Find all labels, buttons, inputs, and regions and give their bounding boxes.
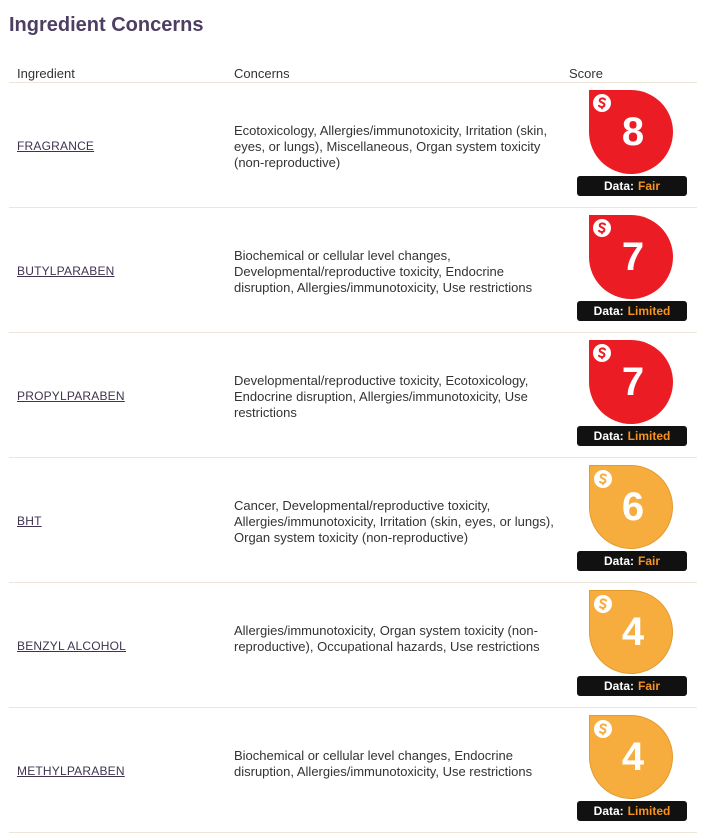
score-number: 7 bbox=[621, 234, 645, 279]
ingredient-link[interactable]: BENZYL ALCOHOL bbox=[17, 639, 127, 653]
score-number: 4 bbox=[621, 609, 645, 654]
score-widget[interactable] bbox=[577, 715, 687, 827]
data-availability-badge bbox=[577, 676, 687, 696]
score-badge bbox=[589, 340, 673, 424]
score-widget[interactable] bbox=[577, 90, 687, 202]
skin-deep-logo-icon bbox=[594, 470, 612, 488]
ingredient-link[interactable]: METHYLPARABEN bbox=[17, 764, 125, 778]
data-availability-value: Fair bbox=[638, 554, 661, 568]
ingredient-link[interactable]: BHT bbox=[17, 514, 42, 528]
data-availability-value: Fair bbox=[638, 179, 661, 193]
table-row bbox=[9, 207, 697, 332]
data-availability-badge bbox=[577, 426, 687, 446]
data-label: Data: bbox=[603, 179, 634, 193]
concerns-text: Cancer, Developmental/reproductive toxicity, Allergies/immunotoxicity, Irritation (skin, eyes, or lungs), Organ system toxicity (non-reproductive) bbox=[234, 498, 554, 545]
column-header-concerns: Concerns bbox=[234, 66, 290, 81]
ingredient-table bbox=[9, 82, 697, 833]
data-label: Data: bbox=[593, 429, 624, 443]
table-row bbox=[9, 707, 697, 833]
data-availability-value: Limited bbox=[627, 429, 671, 443]
data-availability-badge bbox=[577, 801, 687, 821]
ingredient-link[interactable]: PROPYLPARABEN bbox=[17, 389, 125, 403]
ingredient-link[interactable]: FRAGRANCE bbox=[17, 139, 95, 153]
data-availability-badge bbox=[577, 176, 687, 196]
concerns-text: Ecotoxicology, Allergies/immunotoxicity, Irritation (skin, eyes, or lungs), Miscellaneous, Organ system toxicity (non-reproductive) bbox=[234, 123, 548, 170]
skin-deep-logo-icon bbox=[593, 94, 611, 112]
ingredient-link[interactable]: BUTYLPARABEN bbox=[17, 264, 115, 278]
column-header-score: Score bbox=[569, 66, 603, 81]
score-number: 8 bbox=[621, 109, 645, 154]
score-widget[interactable] bbox=[577, 590, 687, 702]
data-label: Data: bbox=[603, 679, 634, 693]
score-badge bbox=[589, 590, 673, 674]
table-row bbox=[9, 457, 697, 582]
skin-deep-logo-icon bbox=[593, 219, 611, 237]
data-availability-badge bbox=[577, 301, 687, 321]
data-availability-value: Fair bbox=[638, 679, 661, 693]
score-badge bbox=[589, 90, 673, 174]
concerns-text: Biochemical or cellular level changes, Endocrine disruption, Allergies/immunotoxicity, Use restrictions bbox=[234, 748, 533, 779]
table-header bbox=[9, 66, 697, 82]
skin-deep-logo-icon bbox=[593, 344, 611, 362]
data-availability-badge bbox=[577, 551, 687, 571]
score-number: 6 bbox=[621, 484, 645, 529]
table-row bbox=[9, 82, 697, 207]
column-header-ingredient: Ingredient bbox=[17, 66, 75, 81]
skin-deep-logo-icon bbox=[594, 595, 612, 613]
score-badge bbox=[589, 215, 673, 299]
score-widget[interactable] bbox=[577, 465, 687, 577]
concerns-text: Developmental/reproductive toxicity, Ecotoxicology, Endocrine disruption, Allergies/immunotoxicity, Use restrictions bbox=[234, 373, 529, 420]
page-title: Ingredient Concerns bbox=[9, 14, 204, 36]
score-widget[interactable] bbox=[577, 215, 687, 327]
skin-deep-logo-icon bbox=[594, 720, 612, 738]
score-widget[interactable] bbox=[577, 340, 687, 452]
score-number: 4 bbox=[621, 734, 645, 779]
data-label: Data: bbox=[593, 304, 624, 318]
table-row bbox=[9, 582, 697, 707]
table-row bbox=[9, 332, 697, 457]
data-label: Data: bbox=[603, 554, 634, 568]
concerns-text: Allergies/immunotoxicity, Organ system toxicity (non-reproductive), Occupational hazards, Use restrictions bbox=[234, 623, 540, 654]
concerns-text: Biochemical or cellular level changes, Developmental/reproductive toxicity, Endocrine disruption, Allergies/immunotoxicity, Use restrictions bbox=[234, 248, 533, 295]
score-badge bbox=[589, 715, 673, 799]
score-badge bbox=[589, 465, 673, 549]
score-number: 7 bbox=[621, 359, 645, 404]
data-label: Data: bbox=[593, 804, 624, 818]
data-availability-value: Limited bbox=[627, 804, 671, 818]
data-availability-value: Limited bbox=[627, 304, 671, 318]
